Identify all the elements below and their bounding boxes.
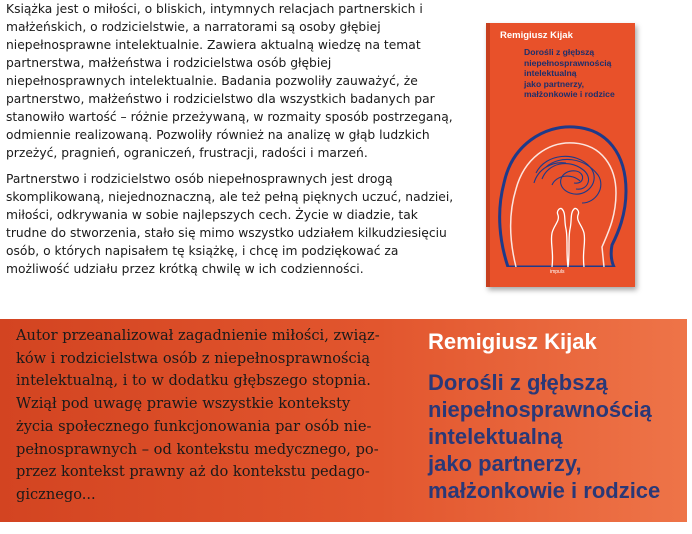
- banner-title: [428, 369, 688, 504]
- description-paragraph-2: Partnerstwo i rodzicielstwo osób niepełnosprawnych jest drogą skomplikowaną, niejednoznaczną, ale też pełną pięknych uczuć, nadziei, miłości, odkrywania w sobie najlepszych cech. Życie w diadzie, tak trudne do stworzenia, stało się mimo wszystko udziałem kilkudziesięciu osób, o których napisałem tę książkę, i chcę im podziękować za możliwość udziału przez krótką chwilę w ich codzienności.: [6, 172, 454, 276]
- quote-line: pełnosprawnych – od kontekstu medycznego, po-: [16, 440, 379, 458]
- quote-line: Wziął pod uwagę prawie wszystkie konteksty: [16, 395, 351, 413]
- quote-line: ków i rodzicielstwa osób z niepełnosprawnością: [16, 349, 371, 367]
- banner-title-line: intelektualną: [428, 424, 563, 449]
- quote-line: Autor przeanalizował zagadnienie miłości, związ-: [16, 327, 380, 344]
- book-cover-title-line: intelektualną: [524, 68, 577, 78]
- publisher-logo: impuls: [550, 269, 565, 275]
- banner-quote: [16, 325, 390, 507]
- head-outline: [500, 127, 626, 267]
- promo-banner: [0, 319, 687, 522]
- head-inner-outline: [511, 143, 616, 267]
- banner-title-line: jako partnerzy,: [428, 451, 582, 476]
- banner-title-line: Dorośli z głębszą: [428, 370, 608, 395]
- banner-title-line: niepełnosprawnością: [428, 397, 652, 422]
- banner-title-line: małżonkowie i rodzice: [428, 478, 661, 503]
- book-cover-author: Remigiusz Kijak: [500, 30, 573, 41]
- banner-author: Remigiusz Kijak: [428, 329, 597, 354]
- two-faces-profile: [551, 208, 584, 267]
- quote-line: życia społecznego funkcjonowania par osób nie-: [16, 417, 372, 435]
- description-paragraph-1: Książka jest o miłości, o bliskich, intymnych relacjach partnerskich i małżeńskich, o rodzicielstwie, a narratorami są osoby głębiej niepełnosprawne intelektualnie. Zawiera aktualną wiedzę na temat partnerstwa, małżeństwa i rodzicielstwa osób głębiej niepełnosprawnych intelektualnie. Badania pozwoliły zauważyć, że partnerstwo, małżeństwo i rodzicielstwo dla wszystkich badanych par stanowiło wartość – różnie przeżywaną, w rozmaity sposób postrzeganą, odmiennie realizowaną. Pozwoliły również na analizę w głąb ludzkich przeżyć, pragnień, ograniczeń, frustracji, radości i marzeń.: [6, 2, 453, 160]
- quote-line: przez kontekst prawny aż do kontekstu pedago-: [16, 463, 370, 481]
- brain-scribble: [534, 156, 601, 203]
- book-cover-title-line: małżonkowie i rodzice: [524, 89, 615, 99]
- book-description: [6, 0, 454, 286]
- book-cover-image: [486, 23, 635, 287]
- quote-line: intelektualną, i to w dodatku głębszego stopnia.: [16, 372, 371, 390]
- head-silhouette-illustration: [486, 83, 635, 267]
- book-cover-title-line: niepełnosprawnością: [524, 57, 612, 68]
- book-cover-title-line: jako partnerzy,: [524, 78, 585, 89]
- quote-line: gicznego...: [16, 485, 96, 503]
- book-cover-title-line: Dorośli z głębszą: [524, 47, 595, 57]
